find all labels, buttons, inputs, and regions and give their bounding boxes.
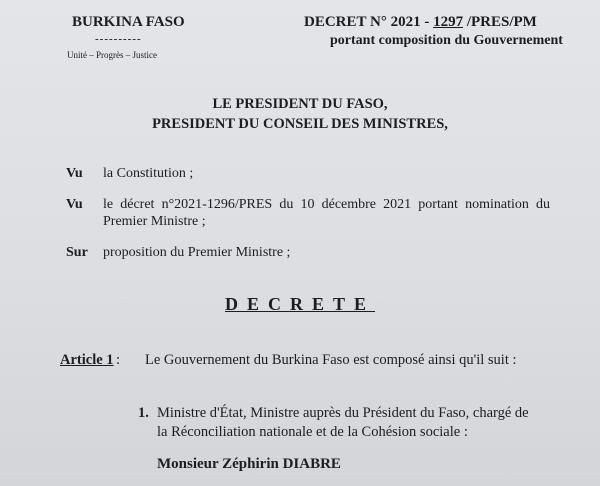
decrete-heading: DECRETE [224, 294, 376, 314]
consideration-text-continued: Premier Ministre ; [103, 214, 206, 229]
consideration-text: le décret n°2021-1296/PRES du 10 décembre 2021 portant nomination du [103, 197, 550, 212]
national-motto: Unité – Progrès – Justice [67, 50, 157, 60]
consideration-text: la Constitution ; [103, 166, 194, 181]
item-title-line-1: Ministre d'État, Ministre auprès du Président du Faso, chargé de [157, 405, 529, 421]
decree-number: 1297 [433, 14, 464, 30]
decree-prefix: DECRET N° 2021 - [304, 14, 434, 30]
consideration-text: proposition du Premier Ministre ; [103, 245, 291, 260]
decree-subtitle: portant composition du Gouvernement [330, 33, 563, 48]
item-title-line-2: la Réconciliation nationale et de la Cohésion sociale : [157, 424, 468, 440]
article-colon: : [116, 352, 121, 368]
minister-name: Monsieur Zéphirin DIABRE [157, 456, 341, 472]
header-dashes: ---------- [95, 33, 142, 45]
consideration-label: Vu [66, 166, 83, 181]
item-number: 1. [138, 405, 149, 421]
decree-title [304, 14, 537, 31]
country-name: BURKINA FASO [72, 14, 185, 30]
authority-line-2: PRESIDENT DU CONSEIL DES MINISTRES, [152, 116, 448, 132]
article-text: Le Gouvernement du Burkina Faso est composé ainsi qu'il suit : [145, 352, 517, 368]
consideration-label: Sur [66, 245, 88, 260]
authority-line-1: LE PRESIDENT DU FASO, [212, 96, 388, 112]
decree-suffix: /PRES/PM [463, 14, 537, 30]
article-label: Article 1 [60, 352, 114, 368]
consideration-label: Vu [66, 197, 83, 212]
